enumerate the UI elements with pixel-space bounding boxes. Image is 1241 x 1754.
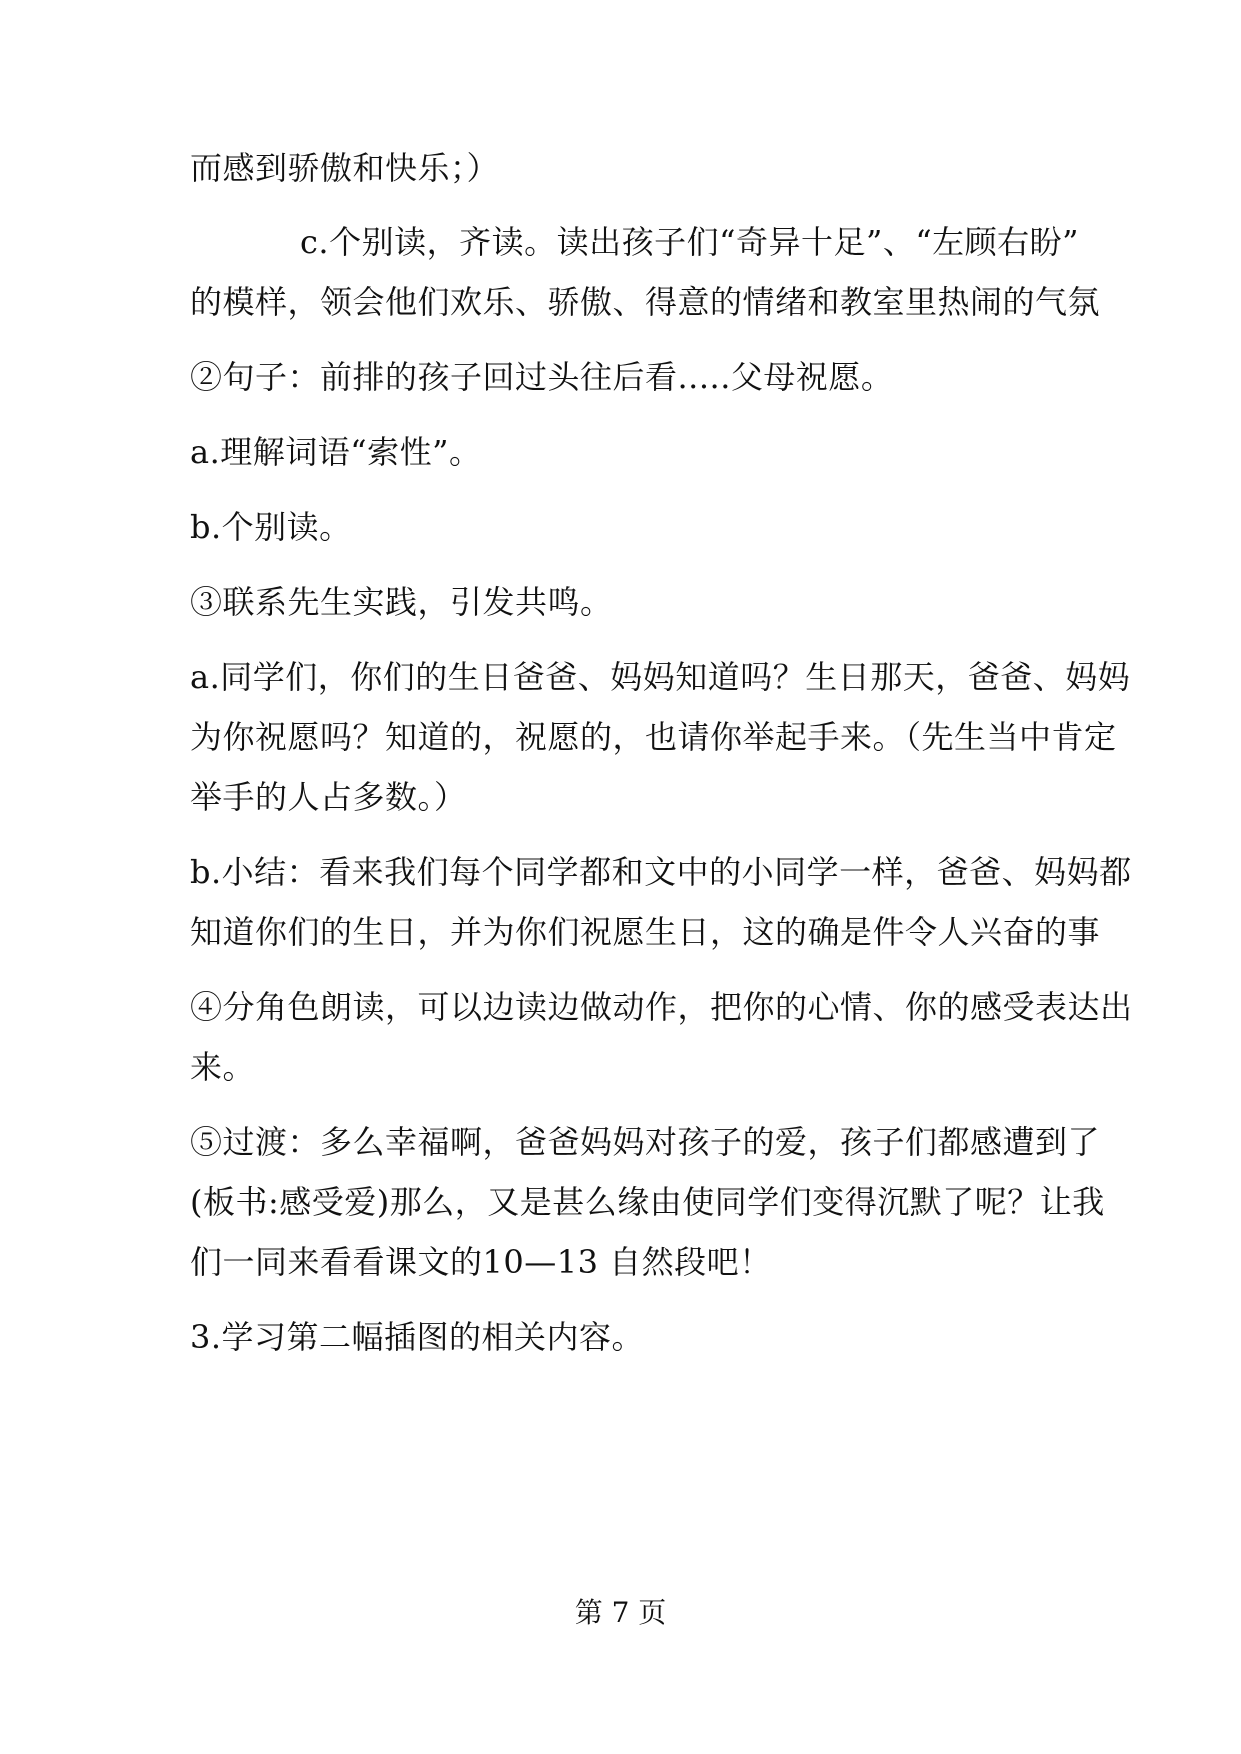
text-line: 来。 xyxy=(190,1048,256,1086)
text-line: 3.学习第二幅插图的相关内容。 xyxy=(190,1318,645,1356)
page-number: 第 7 页 xyxy=(574,1596,667,1629)
text-line: ②句子：前排的孩子回过头往后看.....父母祝愿。 xyxy=(190,358,894,396)
text-line: 知道你们的生日，并为你们祝愿生日，这的确是件令人兴奋的事 xyxy=(190,913,1101,951)
text-line: b.小结：看来我们每个同学都和文中的小同学一样，爸爸、妈妈都 xyxy=(190,853,1132,891)
text-line: a.理解词语“索性”。 xyxy=(190,433,482,471)
text-line: c.个别读，齐读。读出孩子们“奇异十足”、“左顾右盼” xyxy=(300,223,1080,261)
text-line: (板书:感受爱)那么，又是甚么缘由使同学们变得沉默了呢？让我 xyxy=(190,1183,1105,1221)
text-line: 举手的人占多数。） xyxy=(190,778,467,816)
text-line: a.同学们，你们的生日爸爸、妈妈知道吗？生日那天，爸爸、妈妈 xyxy=(190,658,1131,696)
text-line: 而感到骄傲和快乐；） xyxy=(190,149,500,187)
text-line: 为你祝愿吗？知道的，祝愿的，也请你举起手来。（先生当中肯定 xyxy=(190,718,1117,756)
text-line: ⑤过渡：多么幸福啊，爸爸妈妈对孩子的爱，孩子们都感遭到了 xyxy=(190,1123,1101,1161)
text-line: 的模样，领会他们欢乐、骄傲、得意的情绪和教室里热闹的气氛 xyxy=(190,283,1101,321)
text-line: ④分角色朗读，可以边读边做动作，把你的心情、你的感受表达出 xyxy=(190,988,1133,1026)
text-line: b.个别读。 xyxy=(190,508,352,546)
text-line: 们一同来看看课文的10—13 自然段吧！ xyxy=(190,1243,772,1281)
text-line: ③联系先生实践，引发共鸣。 xyxy=(190,583,613,621)
